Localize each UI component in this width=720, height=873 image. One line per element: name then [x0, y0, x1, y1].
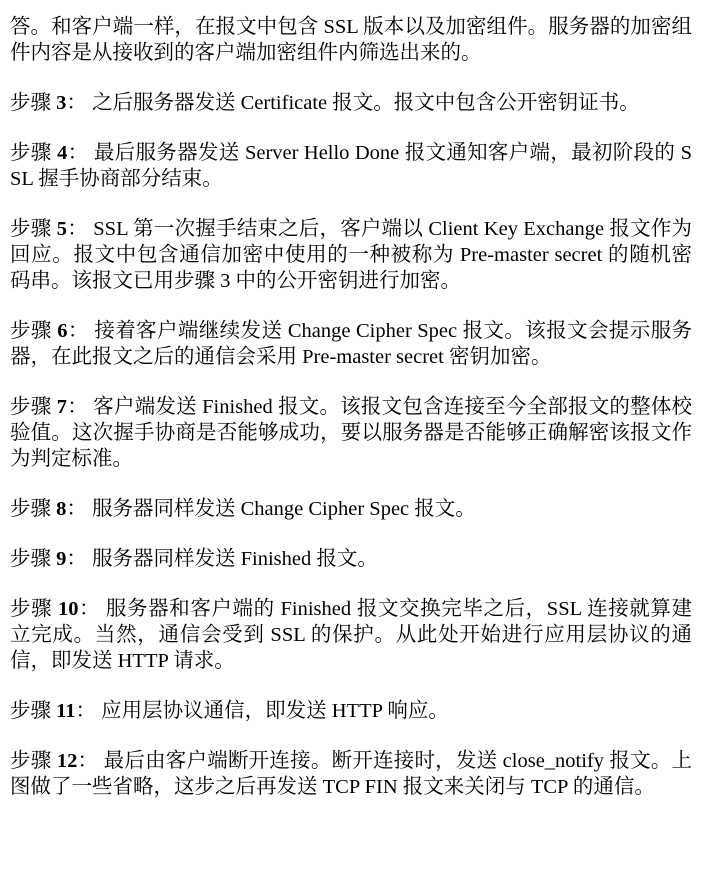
- step-label: 步骤: [10, 218, 52, 240]
- step-text: 接着客户端继续发送 Change Cipher Spec 报文。该报文会提示服务器，在此报文之后的通信会采用 Pre-master secret 密钥加密。: [10, 320, 693, 368]
- step-number: 8: [56, 498, 67, 520]
- step-text: 客户端发送 Finished 报文。该报文包含连接至今全部报文的整体校验值。这次握手协商是否能够成功，要以服务器是否能够正确解密该报文作为判定标准。: [10, 396, 693, 470]
- step-number: 3: [56, 92, 67, 114]
- step-9-paragraph: [10, 546, 692, 572]
- step-number: 10: [57, 598, 79, 620]
- step-text: 最后由客户端断开连接。断开连接时，发送 close_notify 报文。上图做了一些省略，这步之后再发送 TCP FIN 报文来关闭与 TCP 的通信。: [10, 750, 693, 798]
- step-colon: ：: [66, 548, 87, 570]
- step-number: 9: [56, 548, 67, 570]
- step-label: 步骤: [10, 92, 51, 114]
- step-colon: ：: [66, 498, 87, 520]
- step-text: SSL 第一次握手结束之后，客户端以 Client Key Exchange 报文作为回应。报文中包含通信加密中使用的一种被称为 Pre-master secret 的随机密码串。该报文已用步骤 3 中的公开密钥进行加密。: [10, 218, 693, 292]
- step-text: 服务器同样发送 Change Cipher Spec 报文。: [92, 498, 476, 520]
- step-5-paragraph: [10, 216, 692, 294]
- step-colon: ：: [77, 750, 99, 772]
- step-11-paragraph: [10, 698, 692, 724]
- step-text: 之后服务器发送 Certificate 报文。报文中包含公开密钥证书。: [92, 92, 640, 114]
- step-8-paragraph: [10, 496, 692, 522]
- step-number: 6: [57, 320, 68, 342]
- step-number: 11: [56, 700, 76, 722]
- step-6-paragraph: [10, 318, 692, 370]
- step-label: 步骤: [10, 750, 52, 772]
- step-colon: ：: [66, 92, 87, 114]
- step-text: 服务器和客户端的 Finished 报文交换完毕之后，SSL 连接就算建立完成。当然，通信会受到 SSL 的保护。从此处开始进行应用层协议的通信，即发送 HTTP 请求。: [10, 598, 693, 672]
- step-colon: ：: [67, 396, 88, 418]
- step-text: 应用层协议通信，即发送 HTTP 响应。: [101, 700, 449, 722]
- intro-paragraph: 答。和客户端一样，在报文中包含 SSL 版本以及加密组件。服务器的加密组件内容是从接收到的客户端加密组件内筛选出来的。: [10, 16, 692, 64]
- step-colon: ：: [78, 598, 101, 620]
- step-number: 7: [56, 396, 68, 418]
- step-colon: ：: [75, 700, 96, 722]
- step-7-paragraph: [10, 394, 692, 472]
- step-label: 步骤: [10, 548, 51, 570]
- step-text: 最后服务器发送 Server Hello Done 报文通知客户端，最初阶段的 SSL 握手协商部分结束。: [10, 142, 693, 190]
- step-colon: ：: [67, 142, 89, 164]
- step-number: 4: [57, 142, 68, 164]
- step-colon: ：: [67, 320, 89, 342]
- step-number: 5: [56, 218, 68, 240]
- step-10-paragraph: [10, 596, 692, 674]
- step-text: 服务器同样发送 Finished 报文。: [92, 548, 378, 570]
- step-3-paragraph: [10, 90, 692, 116]
- step-label: 步骤: [10, 396, 52, 418]
- step-colon: ：: [67, 218, 88, 240]
- step-label: 步骤: [10, 598, 53, 620]
- step-label: 步骤: [10, 320, 52, 342]
- step-label: 步骤: [10, 142, 52, 164]
- step-4-paragraph: [10, 140, 692, 192]
- step-number: 12: [56, 750, 78, 772]
- step-label: 步骤: [10, 498, 51, 520]
- step-12-paragraph: [10, 748, 692, 800]
- step-label: 步骤: [10, 700, 51, 722]
